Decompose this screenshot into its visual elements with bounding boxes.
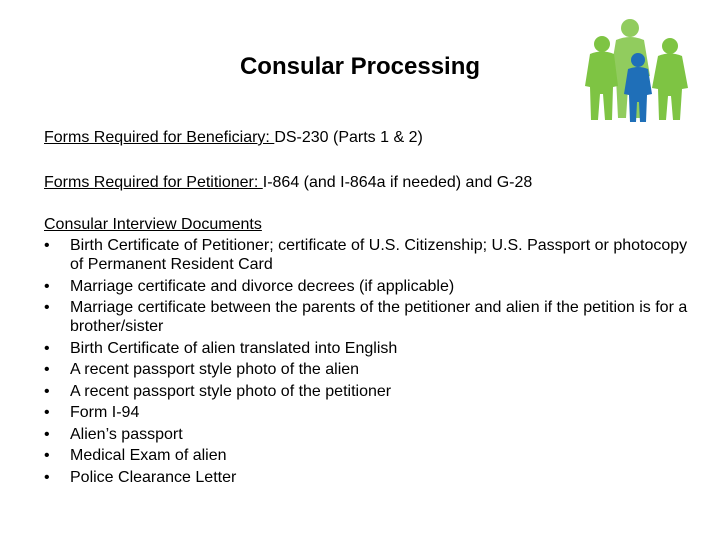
interview-heading: Consular Interview Documents bbox=[44, 216, 262, 233]
bullet: • bbox=[44, 339, 50, 357]
list-item-text: A recent passport style photo of the alien bbox=[70, 361, 360, 378]
petitioner-heading: Forms Required for Petitioner: bbox=[44, 174, 263, 191]
list-item-text: Alien’s passport bbox=[70, 425, 183, 443]
list-item bbox=[44, 298, 694, 336]
list-item-text: Form I-94 bbox=[70, 404, 140, 421]
list-item bbox=[44, 360, 694, 379]
adult-figure-right bbox=[652, 38, 688, 120]
bullet: • bbox=[44, 361, 50, 378]
bullet: • bbox=[44, 299, 50, 316]
petitioner-forms bbox=[44, 173, 532, 192]
adult-figure-left bbox=[585, 36, 618, 120]
bullet: • bbox=[44, 468, 50, 486]
list-item-text: Police Clearance Letter bbox=[70, 468, 237, 486]
list-item bbox=[44, 382, 694, 401]
list-item-text: Birth Certificate of Petitioner; certificate of U.S. Citizenship; U.S. Passport or photocopy of Permanent Resident Card bbox=[70, 237, 688, 273]
list-item bbox=[44, 446, 694, 465]
bullet: • bbox=[44, 425, 50, 443]
petitioner-value: I-864 (and I-864a if needed) and G-28 bbox=[262, 174, 533, 191]
beneficiary-forms bbox=[44, 128, 423, 147]
list-item-text: A recent passport style photo of the petitioner bbox=[70, 382, 392, 400]
slide-title: Consular Processing bbox=[239, 53, 481, 80]
list-item bbox=[44, 403, 694, 422]
bullet: • bbox=[44, 404, 50, 421]
bullet: • bbox=[44, 277, 50, 295]
beneficiary-value: DS-230 (Parts 1 & 2) bbox=[274, 129, 423, 146]
bullet: • bbox=[44, 447, 50, 464]
interview-heading-line bbox=[44, 215, 262, 234]
list-item bbox=[44, 277, 694, 296]
family-silhouette-logo bbox=[578, 14, 696, 124]
bullet: • bbox=[44, 382, 50, 400]
list-item-text: Marriage certificate and divorce decrees (if applicable) bbox=[70, 277, 455, 295]
list-item-text: Marriage certificate between the parents of the petitioner and alien if the petition is for a brother/sister bbox=[70, 299, 688, 335]
beneficiary-heading: Forms Required for Beneficiary: bbox=[44, 129, 275, 146]
list-item bbox=[44, 236, 694, 274]
list-item-text: Medical Exam of alien bbox=[70, 447, 227, 464]
list-item bbox=[44, 468, 694, 487]
list-item bbox=[44, 425, 694, 444]
interview-documents-list bbox=[44, 236, 694, 489]
bullet: • bbox=[44, 237, 50, 254]
list-item-text: Birth Certificate of alien translated into English bbox=[70, 339, 398, 357]
list-item bbox=[44, 339, 694, 358]
